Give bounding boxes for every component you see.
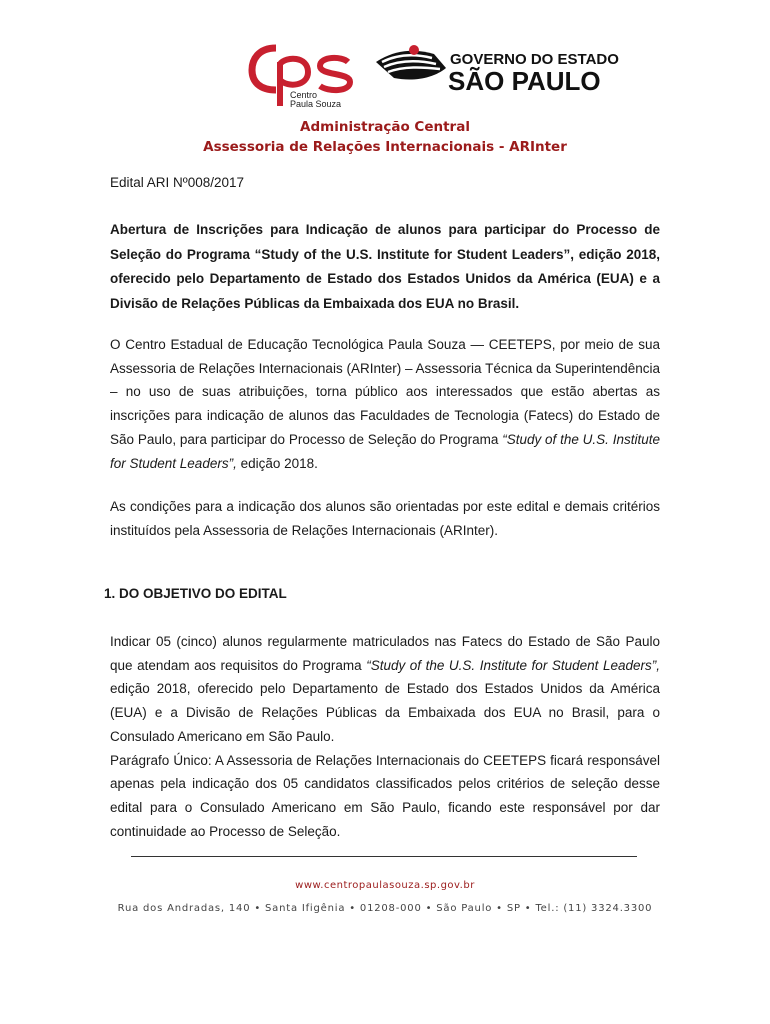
intro-text: O Centro Estadual de Educação Tecnológica Paula Souza — CEETEPS, por meio de sua Assessoria de Relações Internacionais (ARInter) – Assessoria Técnica da Superintendência – no uso de suas atribuições, torna público aos interessados que estão abertas as inscrições para indicação de alunos das Faculdades de Tecnologia (Fatecs) do Estado de São Paulo, para participar do Processo de Seleção do Programa — [110, 337, 660, 447]
intro-paragraph — [110, 333, 660, 475]
header-logos — [246, 40, 626, 110]
cps-line1: Centro — [290, 90, 318, 100]
document-title — [110, 218, 660, 316]
section-1-text-start: Indicar 05 (cinco) alunos regularmente matriculados nas Fatecs do Estado de São Paulo que atendam aos requisitos do Programa — [110, 634, 660, 673]
sao-paulo-map-icon — [376, 45, 446, 80]
section-1-program-name: “Study of the U.S. Institute for Student Leaders”, — [366, 657, 660, 673]
header-line2: Assessoria de Relações Internacionais - ARInter — [203, 139, 567, 155]
centro-paula-souza-logo — [246, 40, 366, 110]
section-1-text-end: edição 2018, oferecido pelo Departamento de Estado dos Estados Unidos da América (EUA) e a Divisão de Relações Públicas da Embaixada dos EUA no Brasil, para o Consulado Americano em São Paulo. — [110, 681, 660, 744]
intro-suffix: edição 2018. — [236, 455, 318, 471]
governo-sao-paulo-logo — [374, 42, 624, 94]
cps-line2: Paula Souza — [290, 99, 342, 109]
footer-address: Rua dos Andradas, 140 • Santa Ifigênia • 01208-000 • São Paulo • SP • Tel.: (11) 3324.3300 — [117, 903, 653, 914]
edital-number: Edital ARI Nº008/2017 — [110, 175, 245, 190]
header-line1: Administração Central — [300, 119, 470, 135]
conditions-paragraph — [110, 495, 660, 542]
intro-program-name: “Study of the U.S. Institute for Student Leaders”, — [110, 431, 661, 471]
section-1-heading: 1. DO OBJETIVO DO EDITAL — [104, 586, 287, 601]
section-1-body — [110, 630, 660, 843]
gov-line1: GOVERNO DO ESTADO — [450, 51, 619, 68]
paragrafo-unico: Parágrafo Único: A Assessoria de Relações Internacionais do CEETEPS ficará responsável apenas pela indicação dos 05 candidatos classificados pelos critérios de seleção desse edital para o Consulado Americano em São Paulo, ficando este responsável por dar continuidade ao Processo de Seleção. — [110, 752, 660, 839]
footer-divider — [131, 856, 637, 857]
gov-line2: SÃO PAULO — [448, 66, 601, 94]
title-text: Abertura de Inscrições para Indicação de alunos para participar do Processo de Seleção do Programa “Study of the U.S. Institute for Student Leaders”, edição 2018, oferecido pelo Departamento de Estado dos Estados Unidos da América (EUA) e a Divisão de Relações Públicas da Embaixada dos EUA no Brasil. — [110, 222, 660, 311]
conditions-text: As condições para a indicação dos alunos são orientadas por este edital e demais critérios instituídos pela Assessoria de Relações Internacionais (ARInter). — [110, 499, 660, 538]
footer-url[interactable]: www.centropaulasouza.sp.gov.br — [295, 880, 475, 891]
document-header — [0, 117, 770, 157]
